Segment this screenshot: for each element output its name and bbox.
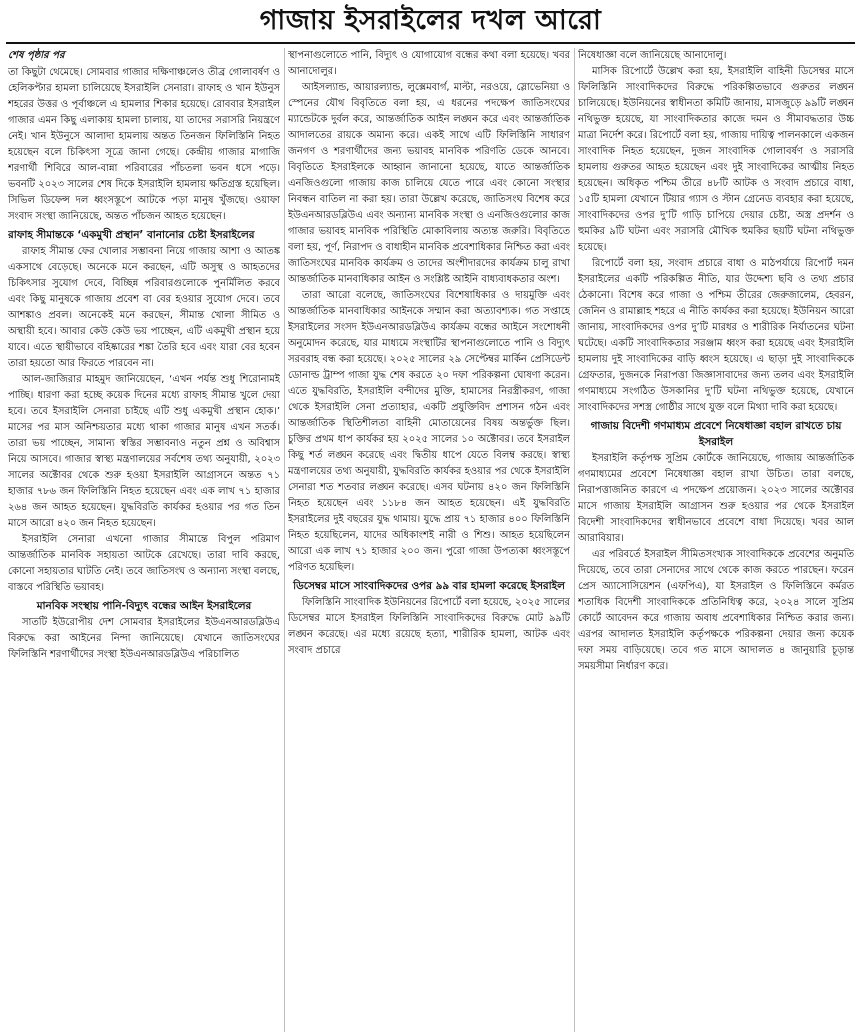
subheading: গাজায় বিদেশী গণমাধ্যম প্রবেশে নিষেধাজ্ঞা বহাল রাখতে চায় ইসরাইল [590,420,842,448]
subheading: ডিসেম্বর মাসে সাংবাদিকদের ওপর ৯৯ বার হামলা করেছে ইসরাইল [293,580,565,592]
headline: গাজায় ইসরাইলের দখল আরো [259,4,602,36]
paragraph: ইসরাইলি সেনারা এখনো গাজার সীমান্তে বিপুল পরিমাণ আন্তর্জাতিক মানবিক সহায়তা আটকে রেখেছে। তারা দাবি করছে, কোনো সহায়তার ঘাটতি নেই। তবে জাতিসংঘ ও অন্যান্য সংস্থা বলছে, বাস্তবে পরিস্থিতি ভয়াবহ। [8,534,280,593]
headline-bar [0,0,861,44]
column-divider [284,48,285,1032]
continuation-label: শেষ পৃষ্ঠার পর [8,50,65,61]
paragraph: রাফাহ সীমান্ত ফের খোলার সম্ভাবনা নিয়ে গাজায় আশা ও আতঙ্ক একসাথে বেড়েছে। অনেকে মনে করছেন, এটি অসুস্থ ও আহতদের চিকিৎসার সুযোগ দেবে, বিচ্ছিন্ন পরিবারগুলোকে পুনর্মিলিত করবে এবং কিছু মানুষকে গাজায় প্রবেশ বা বের হওয়ার সুযোগ দেবে। তবে আশঙ্কাও প্রবল। অনেকেই মনে করছেন, সীমান্ত খোলা সীমিত ও অস্থায়ী হবে। আবার কেউ কেউ ভয় পাচ্ছেন, এটি একমুখী প্রস্থান হয়ে যাবে। এতে স্থায়ীভাবে বহিষ্কারের শঙ্কা তৈরি হবে এবং যারা বের হবেন তারা হয়তো আর ফিরতে পারবেন না। [8,246,280,369]
headline-rule [6,42,855,44]
paragraph: আইসল্যান্ড, আয়ারল্যান্ড, লুক্সেমবার্গ, মাল্টা, নরওয়ে, স্লোভেনিয়া ও স্পেনের যৌথ বিবৃতিতে বলা হয়, এ ধরনের পদক্ষেপ জাতিসংঘের ম্যান্ডেটকে দুর্বল করে, আন্তর্জাতিক আইন লঙ্ঘন করে এবং আন্তর্জাতিক আদালতের রায়কে অমান্য করে। একই সাথে এটি ফিলিস্তিনি সাধারণ জনগণ ও শরণার্থীদের জন্য ভয়াবহ মানবিক পরিণতি ডেকে আনবে। বিবৃতিতে ইসরাইলকে আহ্বান জানানো হয়েছে, যাতে আন্তর্জাতিক এনজিওগুলো গাজায় কাজ চালিয়ে যেতে পারে এবং কোনো সংস্থার নিবন্ধন বাতিল না করা হয়। তারা উল্লেখ করেছে, জাতিসংঘ বিশেষ করে ইউএনআরডব্লিউএ এবং অন্যান্য মানবিক সংস্থা ও এনজিওগুলোর কাজ গাজার ভয়াবহ মানবিক পরিস্থিতি মোকাবিলায় অত্যন্ত জরুরি। বিবৃতিতে বলা হয়, পূর্ণ, নিরাপদ ও বাধাহীন মানবিক প্রবেশাধিকার নিশ্চিত করা এবং জাতিসংঘের মানবিক কার্যক্রম ও তাদের অংশীদারদের কার্যক্রম চালু রাখা আন্তর্জাতিক মানবাধিকার আইন ও সংশ্লিষ্ট আইনি বাধ্যবাধকতার অংশ। [288,82,570,285]
paragraph: মাসিক রিপোর্টে উল্লেখ করা হয়, ইসরাইলি বাহিনী ডিসেম্বর মাসে ফিলিস্তিনি সাংবাদিকদের বিরুদ্ধে পরিকল্পিতভাবে গুরুতর লঙ্ঘন চালিয়েছে। ইউনিয়নের স্বাধীনতা কমিটি জানায়, মাসজুড়ে ৯৯টি লঙ্ঘন নথিভুক্ত হয়েছে, যা সাংবাদিকতার কাজে দমন ও সীমাবদ্ধতার উচ্চ মাত্রা নির্দেশ করে। রিপোর্টে বলা হয়, গাজায় দায়িত্ব পালনকালে একজন সাংবাদিক নিহত হয়েছেন, দুজন সাংবাদিক গোলাবর্ষণ ও সরাসরি হামলায় গুরুতর আহত হয়েছেন এবং দুই সাংবাদিকের আত্মীয় নিহত হয়েছেন। অধিকৃত পশ্চিম তীরে ৪৮টি আটক ও সংবাদ প্রচারে বাধা, ১৫টি হামলা যেখানে টিয়ার গ্যাস ও স্টান গ্রেনেড ব্যবহার করা হয়েছে, সাংবাদিকদের ওপর দু’টি গাড়ি চাপিয়ে দেয়ার চেষ্টা, অস্ত্র প্রদর্শন ও হুমকির ৯টি ঘটনা এবং সরাসরি মৌখিক হুমকির ছয়টি ঘটনা নথিভুক্ত হয়েছে। [578,66,854,253]
column-divider [574,48,575,1032]
column-3 [578,48,854,1032]
paragraph: আল-জাজিরার মাহমুদ জানিয়েছেন, ‘এখন পর্যন্ত শুধু শিরোনামই পাচ্ছি। ধারণা করা হচ্ছে কয়েক দিনের মধ্যে রাফাহ সীমান্ত খুলে দেয়া হবে। তবে ইসরাইলি সেনারা চাইছে এটি শুধু একমুখী প্রস্থান হোক।’ মাসের পর মাস অনিশ্চয়তার মধ্যে থাকা গাজার মানুষ এখন সতর্ক। তারা ভয় পাচ্ছেন, সামান্য স্বস্তির সম্ভাবনাও নতুন প্রশ্ন ও অবিশ্বাস নিয়ে আসবে। গাজার স্বাস্থ্য মন্ত্রণালয়ের সর্বশেষ তথ্য অনুযায়ী, ২০২৩ সালের অক্টোবর থেকে শুরু হওয়া ইসরাইলি আগ্রাসনে অন্তত ৭১ হাজার ৭৮৬ জন ফিলিস্তিনি নিহত হয়েছেন এবং এক লাখ ৭১ হাজার ২৬৪ জন আহত হয়েছেন। যুদ্ধবিরতি কার্যকর হওয়ার পর গত তিন মাসে আরো ৪২০ জন নিহত হয়েছেন। [8,374,280,529]
subheading: রাফাহ সীমান্তকে ‘একমুখী প্রস্থান’ বানানোর চেষ্টা ইসরাইলের [8,229,255,241]
paragraph: ফিলিস্তিনি সাংবাদিক ইউনিয়নের রিপোর্টে বলা হয়েছে, ২০২৫ সালের ডিসেম্বর মাসে ইসরাইল ফিলিস্তিনি সাংবাদিকদের বিরুদ্ধে মোট ৯৯টি লঙ্ঘন করেছে। এর মধ্যে রয়েছে হত্যা, শারীরিক হামলা, আটক এবং সংবাদ প্রচারে [288,597,570,656]
paragraph: নিষেধাজ্ঞা বলে জানিয়েছে আনাদোলু। [578,50,727,61]
column-1 [8,48,280,1032]
column-2 [288,48,570,1032]
paragraph: এর পরিবর্তে ইসরাইল সীমিতসংখ্যক সাংবাদিককে প্রবেশের অনুমতি দিয়েছে, তবে তারা সেনাদের সাথে থেকে কাজ করতে পারছেন। ফরেন প্রেস অ্যাসোসিয়েশন (এফপিএ), যা ইসরাইল ও ফিলিস্তিনে কর্মরত শতাধিক বিদেশী সাংবাদিককে প্রতিনিধিত্ব করে, ২০২৪ সালে সুপ্রিম কোর্টে আবেদন করে গাজায় অবাধ প্রবেশাধিকার নিশ্চিত করার জন্য। এরপর আদালত ইসরাইলি কর্তৃপক্ষকে পরিকল্পনা দেয়ার জন্য কয়েক দফা সময় বাড়িয়েছে। তবে গত মাসে আদালত ৪ জানুয়ারি চূড়ান্ত সময়সীমা নির্ধারণ করে। [578,549,854,672]
subheading: মানবিক সংস্থায় পানি-বিদ্যুৎ বন্ধের আইন ইসরাইলের [36,600,252,612]
paragraph: স্থাপনাগুলোতে পানি, বিদ্যুৎ ও যোগাযোগ বন্ধের কথা বলা হয়েছে। খবর আনাদোলুর। [288,50,570,77]
paragraph: রিপোর্টে বলা হয়, সংবাদ প্রচারে বাধা ও মাঠপর্যায়ে রিপোর্ট দমন ইসরাইলের একটি পরিকল্পিত নীতি, যার উদ্দেশ্য ছবি ও তথ্য প্রচার ঠেকানো। বিশেষ করে গাজা ও পশ্চিম তীরের জেরুজালেম, হেবরন, জেনিন ও রামাল্লাহ শহরে এ নীতি কার্যকর করা হয়েছে। ইউনিয়ন আরো জানায়, সাংবাদিকদের ওপর দু’টি মারধর ও শারীরিক নির্যাতনের ঘটনা ঘটেছে। একটি সাংবাদিকতার সরঞ্জাম ধ্বংস করা হয়েছে এবং ইসরাইলি হামলায় দুই সাংবাদিকের বাড়ি ধ্বংস হয়েছে। এ ছাড়া দুই সাংবাদিককে গ্রেফতার, দুজনকে নিরাপত্তা জিজ্ঞাসাবাদের জন্য তলব এবং ইসরাইলি গণমাধ্যমে সংগঠিত উসকানির দু’টি ঘটনা নথিভুক্ত হয়েছে, যেখানে সাংবাদিকদের সশস্ত্র গোষ্ঠীর সাথে যুক্ত বলে মিথ্যা দাবি করা হয়েছে। [578,258,854,413]
paragraph: তারা আরো বলেছে, জাতিসংঘের বিশেষাধিকার ও দায়মুক্তি এবং আন্তর্জাতিক মানবাধিকার আইনকে সম্মান করা অত্যাবশ্যক। গত সপ্তাহে ইসরাইলের সংসদ ইউএনআরডব্লিউএ কার্যক্রম বন্ধের আইনে সংশোধনী অনুমোদন করেছে, যার মাধ্যমে সংস্থাটির স্থাপনাগুলোতে পানি ও বিদ্যুৎ সরবরাহ বন্ধ করা হয়েছে। ২০২৫ সালের ২৯ সেপ্টেম্বর মার্কিন প্রেসিডেন্ট ডোনাল্ড ট্রাম্প গাজা যুদ্ধ শেষ করতে ২০ দফা পরিকল্পনা ঘোষণা করেন। এতে যুদ্ধবিরতি, ইসরাইলি বন্দীদের মুক্তি, হামাসের নিরস্ত্রীকরণ, গাজা থেকে ইসরাইলি সেনা প্রত্যাহার, একটি প্রযুক্তিবিদ প্রশাসন গঠন এবং আন্তর্জাতিক স্থিতিশীলতা বাহিনী মোতায়েনের বিষয় অন্তর্ভুক্ত ছিল। চুক্তির প্রথম ধাপ কার্যকর হয় ২০২৫ সালের ১০ অক্টোবর। তবে ইসরাইল কিছু শর্ত লঙ্ঘন করেছে এবং দ্বিতীয় ধাপে যেতে বিলম্ব করছে। স্বাস্থ্য মন্ত্রণালয়ের তথ্য অনুযায়ী, যুদ্ধবিরতি কার্যকর হওয়ার পর থেকে ইসরাইলি সেনারা শত শতবার লঙ্ঘন করেছে। এসব ঘটনায় ৪২০ জন ফিলিস্তিনি নিহত হয়েছেন এবং ১১৮৪ জন আহত হয়েছেন। এই যুদ্ধবিরতি ইসরাইলের দুই বছরের যুদ্ধ থামায়। যুদ্ধে প্রায় ৭১ হাজার ৪০০ ফিলিস্তিনি নিহত হয়েছিলেন, যাদের অধিকাংশই নারী ও শিশু। আহত হয়েছিলেন আরো এক লাখ ৭১ হাজার ২০০ জন। পুরো গাজা উপত্যকা ধ্বংসস্তূপে পরিণত হয়েছিল। [288,290,570,573]
paragraph: সাতটি ইউরোপীয় দেশ সোমবার ইসরাইলের ইউএনআরডব্লিউএ বিরুদ্ধে করা আইনের নিন্দা জানিয়েছে। যেখানে জাতিসংঘের ফিলিস্তিনি শরণার্থীদের সংস্থা ইউএনআরডব্লিউএ পরিচালিত [8,617,280,660]
paragraph: তা কিছুটা থেমেছে। সোমবার গাজার দক্ষিণাঞ্চলেও তীব্র গোলাবর্ষণ ও হেলিকপ্টার হামলা চালিয়েছে ইসরাইলি সেনারা। রাফাহ ও খান ইউনুস শহরের উত্তর ও পূর্বাঞ্চলে এ হামলার শিকার হয়েছে। রোববার ইসরাইল গাজার এমন কিছু এলাকায় হামলা চালায়, যা তাদের সরাসরি নিয়ন্ত্রণে নেই। খান ইউনুসে আলাদা হামলায় অন্তত তিনজন ফিলিস্তিনি নিহত হয়েছেন বলে চিকিৎসা সূত্রে জানা গেছে। কেন্দ্রীয় গাজার মাগাজি শরণার্থী শিবিরে আল-বান্না পরিবারের পাঁচতলা ভবন ধসে পড়ে। ভবনটি ২০২৩ সালের শেষ দিকে ইসরাইলি হামলায় ক্ষতিগ্রস্ত হয়েছিল। সিভিল ডিফেন্স দল ধ্বংসস্তূপে আটকে পড়া মানুষ খুঁজছে। ওয়াফা সংবাদ সংস্থা জানিয়েছে, অন্তত পাঁচজন আহত হয়েছেন। [8,67,280,222]
paragraph: ইসরাইলি কর্তৃপক্ষ সুপ্রিম কোর্টকে জানিয়েছে, গাজায় আন্তর্জাতিক গণমাধ্যমের প্রবেশে নিষেধাজ্ঞা বহাল রাখা উচিত। তারা বলছে, নিরাপত্তাজনিত কারণে এ পদক্ষেপ প্রয়োজন। ২০২৩ সালের অক্টোবর মাসে গাজায় ইসরাইলি আগ্রাসন শুরু হওয়ার পর থেকে ইসরাইল বিদেশী সাংবাদিকদের স্বাধীনভাবে প্রবেশে বাধা দিয়েছে। খবর আল আরাবিয়ার। [578,453,854,544]
